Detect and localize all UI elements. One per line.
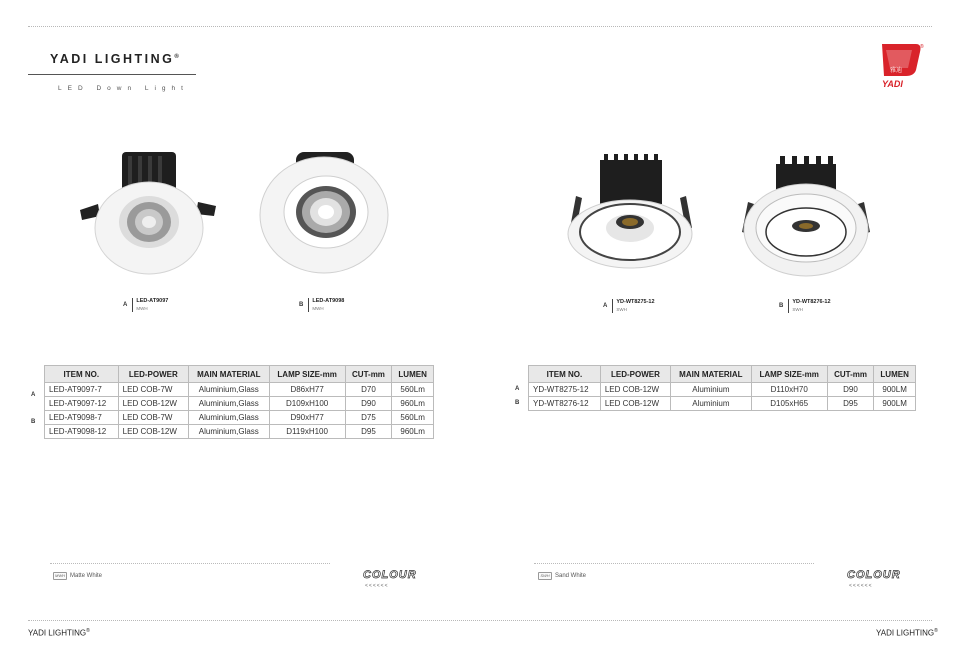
cell-item-no: LED-AT9098-7 (45, 411, 119, 425)
cell-cut: D90 (345, 397, 392, 411)
swatch-label: Matte White (70, 573, 103, 579)
cell-lumen: 960Lm (392, 425, 434, 439)
swatch-divider-left (50, 563, 330, 564)
caption-finish: MWH (312, 306, 324, 311)
swatch-chip: SWH (538, 572, 552, 580)
col-header-lumen: LUMEN (874, 366, 916, 383)
cell-material: Aluminium,Glass (189, 411, 270, 425)
cell-item-no: LED-AT9098-12 (45, 425, 119, 439)
brand-title: YADI LIGHTING® (50, 52, 179, 66)
caption-letter: B (779, 303, 784, 309)
page-subtitle: LED Down Light (58, 85, 189, 92)
swatch-label: Sand White (555, 573, 587, 579)
footer-brand-left: YADI LIGHTING® (28, 628, 90, 638)
cell-led-power: LED COB-12W (118, 397, 188, 411)
table-header-row (45, 366, 434, 383)
row-group-label-b: B (31, 419, 36, 425)
cell-item-no: YD-WT8276-12 (529, 397, 601, 411)
spec-table-left (44, 365, 434, 439)
cell-led-power: LED COB-7W (118, 411, 188, 425)
caption-model: YD-WT8276-12 (792, 299, 831, 305)
caption-model: LED-AT9097 (136, 298, 169, 304)
col-header-cut: CUT-mm (345, 366, 392, 383)
cell-lamp-size: D110xH70 (751, 383, 827, 397)
col-header-item-no: ITEM NO. (45, 366, 119, 383)
table-row (45, 383, 434, 397)
product-caption-a (123, 298, 168, 312)
spec-table-right (528, 365, 916, 411)
product-image-yd-wt8275-12 (560, 150, 700, 280)
cell-item-no: YD-WT8275-12 (529, 383, 601, 397)
colour-swatch-sand-white (538, 572, 586, 580)
cell-lamp-size: D86xH77 (269, 383, 345, 397)
caption-finish: MWH (136, 306, 148, 311)
table-row (529, 383, 916, 397)
row-group-label-a: A (31, 392, 36, 398)
logo-text: YADI (882, 79, 903, 89)
table-row (45, 411, 434, 425)
colour-arrows-left: <<<<<< (365, 583, 389, 589)
cell-cut: D90 (827, 383, 874, 397)
cell-lumen: 960Lm (392, 397, 434, 411)
caption-letter: B (299, 302, 304, 308)
cell-lumen: 900LM (874, 397, 916, 411)
col-header-led-power: LED-POWER (118, 366, 188, 383)
cell-material: Aluminium,Glass (189, 397, 270, 411)
cell-material: Aluminium (671, 397, 752, 411)
colour-title-left: COLOUR (363, 569, 417, 581)
cell-cut: D95 (345, 425, 392, 439)
product-image-led-at9097 (76, 150, 220, 280)
colour-swatch-matte-white (53, 572, 102, 580)
cell-lamp-size: D109xH100 (269, 397, 345, 411)
product-image-led-at9098 (256, 150, 400, 280)
product-caption-a (603, 299, 655, 313)
cell-cut: D95 (827, 397, 874, 411)
col-header-material: MAIN MATERIAL (671, 366, 752, 383)
cell-lamp-size: D90xH77 (269, 411, 345, 425)
col-header-lumen: LUMEN (392, 366, 434, 383)
col-header-item-no: ITEM NO. (529, 366, 601, 383)
cell-lamp-size: D119xH100 (269, 425, 345, 439)
table-row (45, 397, 434, 411)
caption-model: LED-AT9098 (312, 298, 345, 304)
product-caption-b (779, 299, 831, 313)
product-caption-b (299, 298, 344, 312)
swatch-chip: MWH (55, 573, 65, 578)
cell-lumen: 900LM (874, 383, 916, 397)
col-header-cut: CUT-mm (827, 366, 874, 383)
col-header-material: MAIN MATERIAL (189, 366, 270, 383)
logo-cn-text: 雅迪 (890, 67, 903, 74)
caption-finish: SWH (792, 307, 803, 312)
colour-arrows-right: <<<<<< (849, 583, 873, 589)
cell-material: Aluminium,Glass (189, 383, 270, 397)
colour-title-right: COLOUR (847, 569, 901, 581)
caption-model: YD-WT8275-12 (616, 299, 655, 305)
caption-letter: A (123, 302, 128, 308)
row-group-label-b: B (515, 400, 520, 406)
table-row (45, 425, 434, 439)
cell-led-power: LED COB-12W (118, 425, 188, 439)
yadi-logo-icon (876, 40, 928, 90)
cell-lamp-size: D105xH65 (751, 397, 827, 411)
cell-material: Aluminium (671, 383, 752, 397)
cell-item-no: LED-AT9097-12 (45, 397, 119, 411)
footer-brand-right: YADI LIGHTING® (876, 628, 938, 638)
top-divider (28, 26, 932, 27)
product-image-yd-wt8276-12 (736, 150, 876, 280)
cell-cut: D75 (345, 411, 392, 425)
cell-led-power: LED COB-12W (600, 383, 670, 397)
cell-led-power: LED COB-12W (600, 397, 670, 411)
cell-material: Aluminium,Glass (189, 425, 270, 439)
swatch-divider-right (534, 563, 814, 564)
cell-cut: D70 (345, 383, 392, 397)
cell-led-power: LED COB-7W (118, 383, 188, 397)
cell-lumen: 560Lm (392, 383, 434, 397)
col-header-lamp-size: LAMP SIZE-mm (269, 366, 345, 383)
cell-lumen: 560Lm (392, 411, 434, 425)
row-group-label-a: A (515, 386, 520, 392)
cell-item-no: LED-AT9097-7 (45, 383, 119, 397)
col-header-led-power: LED-POWER (600, 366, 670, 383)
logo-reg-mark: ® (920, 44, 924, 50)
caption-finish: SWH (616, 307, 627, 312)
table-row (529, 397, 916, 411)
col-header-lamp-size: LAMP SIZE-mm (751, 366, 827, 383)
brand-underline (28, 74, 196, 75)
table-header-row (529, 366, 916, 383)
caption-letter: A (603, 303, 608, 309)
bottom-divider (28, 620, 932, 621)
